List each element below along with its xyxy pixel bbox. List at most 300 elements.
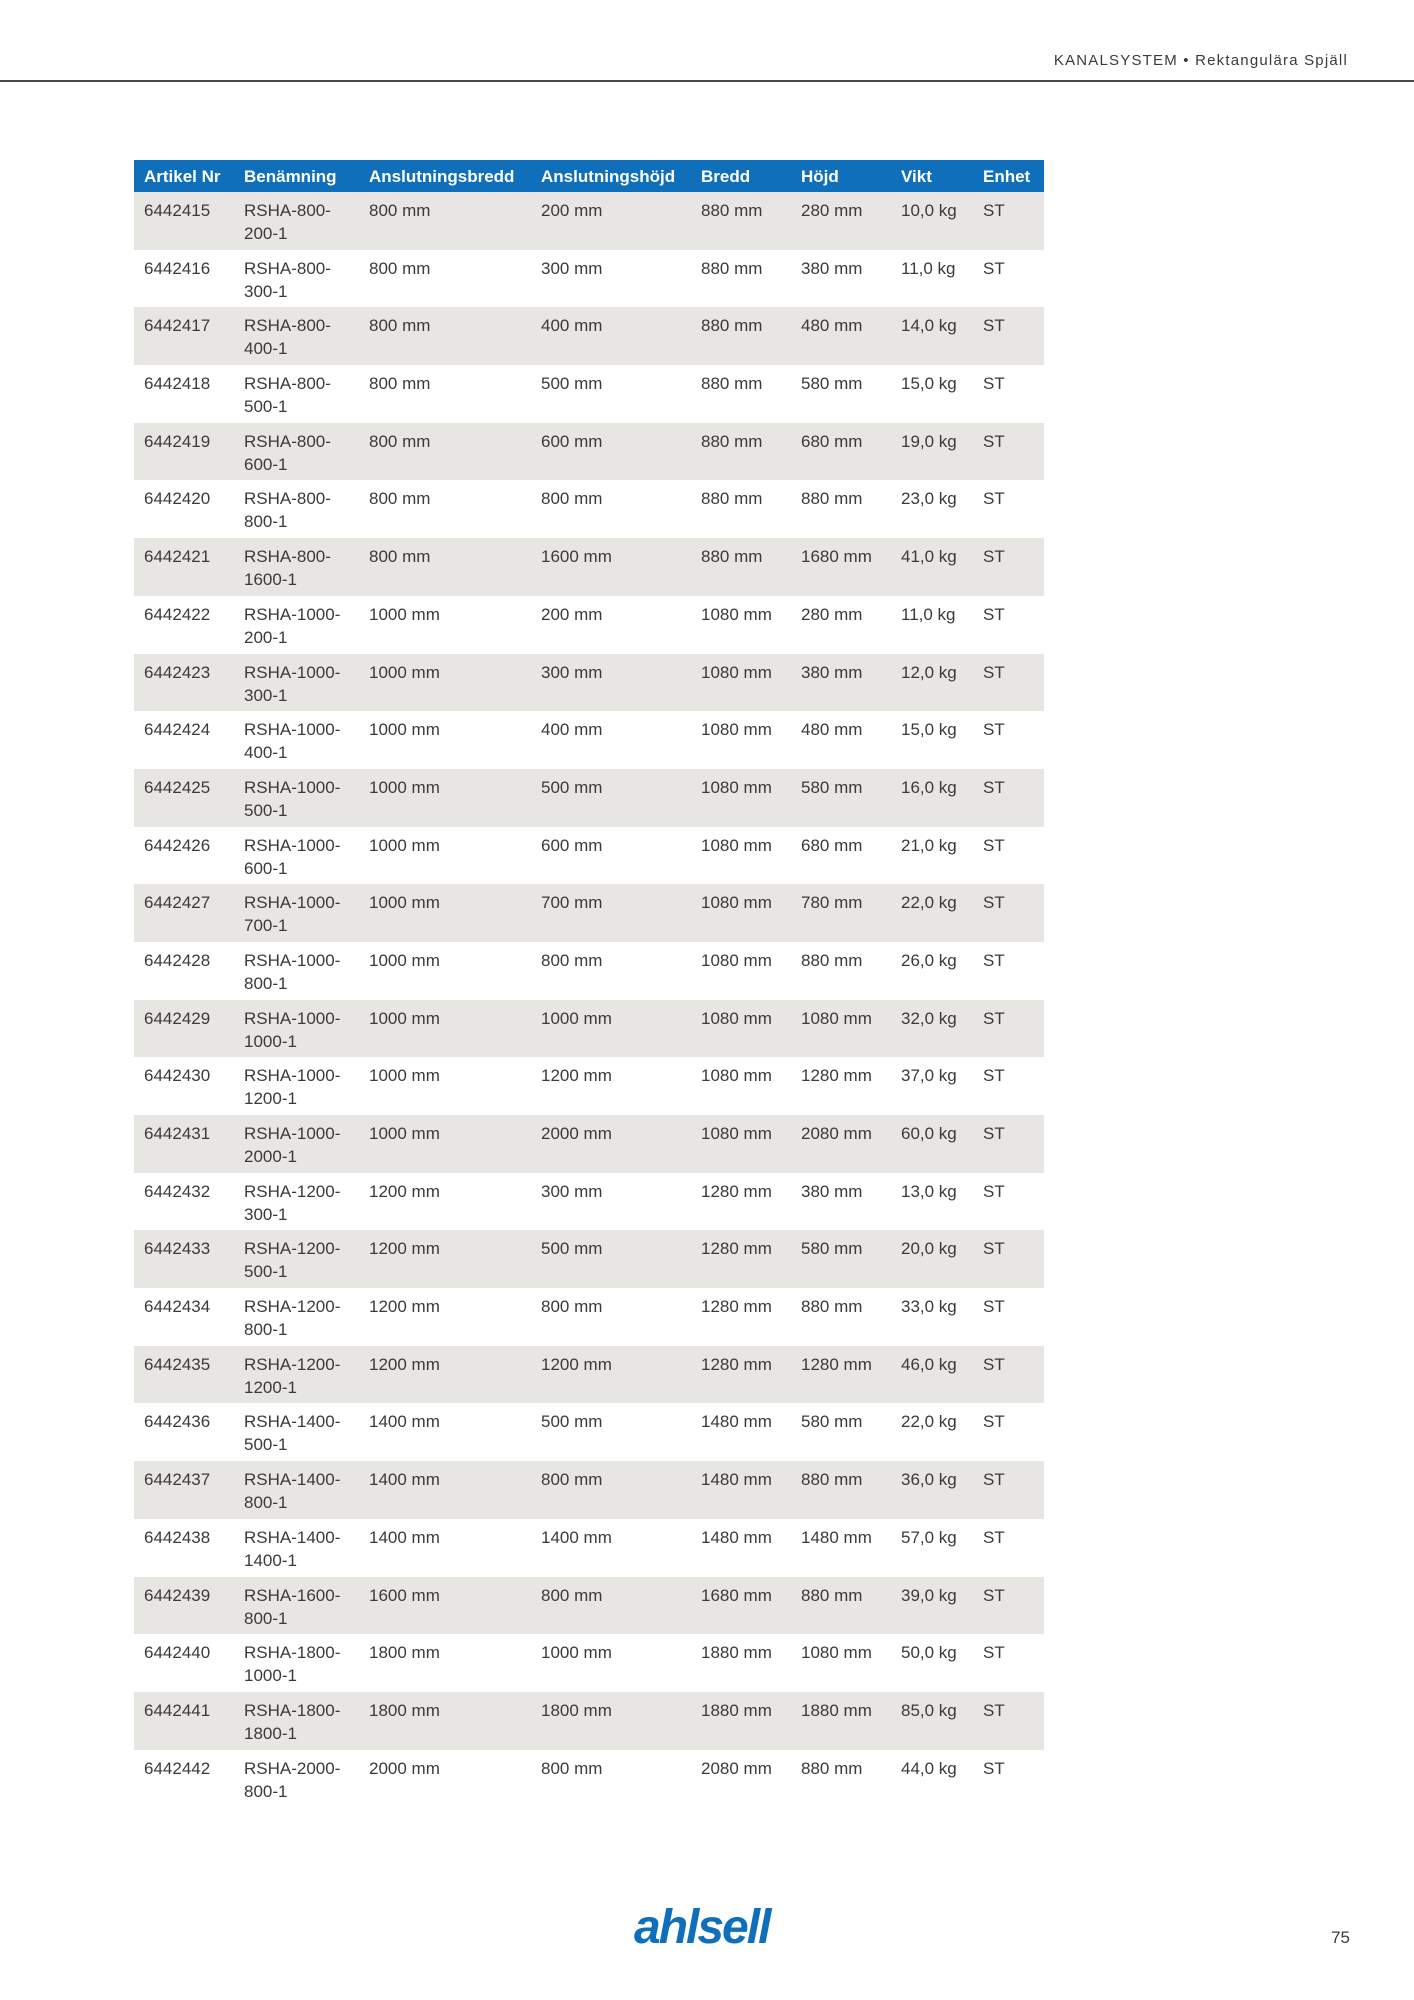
table-row	[134, 1750, 1044, 1808]
cell-enhet: ST	[983, 201, 1005, 220]
cell-enhet: ST	[983, 1239, 1005, 1259]
cell-hojd: 380 mm	[801, 258, 863, 278]
cell-enhet: ST	[983, 662, 1005, 682]
benamning-line-1: RSHA-800-	[244, 547, 331, 567]
benamning-line-1: RSHA-1400-	[244, 1470, 341, 1490]
cell-bredd: 1480 mm	[701, 1527, 772, 1547]
benamning-line-1: RSHA-800-	[244, 316, 331, 336]
benamning-line-1: RSHA-1800-	[244, 1643, 341, 1663]
cell-artikel-nr: 6442417	[144, 316, 211, 336]
benamning-line-2: 800-1	[244, 512, 288, 532]
cell-enhet: ST	[983, 835, 1005, 855]
cell-enhet: ST	[983, 1585, 1005, 1605]
cell-enhet: ST	[983, 1066, 1005, 1086]
benamning-line-1: RSHA-1400-	[244, 1527, 341, 1547]
benamning-line-2: 1000-1	[244, 1666, 297, 1686]
cell-anslutningshojd: 400 mm	[541, 720, 603, 740]
section-title: KANALSYSTEM • Rektangulära Spjäll	[1053, 52, 1348, 69]
cell-artikel-nr: 6442424	[144, 720, 211, 740]
benamning-line-1: RSHA-1000-	[244, 835, 341, 855]
cell-artikel-nr: 6442419	[144, 431, 211, 451]
cell-vikt: 41,0 kg	[901, 547, 957, 567]
cell-anslutningsbredd: 1000 mm	[369, 604, 440, 624]
benamning-line-1: RSHA-1000-	[244, 1124, 341, 1143]
cell-anslutningsbredd: 800 mm	[369, 547, 431, 567]
cell-artikel-nr: 6442420	[144, 489, 211, 509]
cell-anslutningshojd: 800 mm	[541, 1297, 603, 1317]
table-row	[134, 1403, 1044, 1461]
cell-anslutningshojd: 500 mm	[541, 374, 603, 394]
cell-anslutningshojd: 200 mm	[541, 201, 603, 220]
cell-anslutningshojd: 200 mm	[541, 604, 603, 624]
benamning-line-2: 200-1	[244, 224, 288, 243]
cell-artikel-nr: 6442430	[144, 1066, 211, 1086]
cell-enhet: ST	[983, 258, 1005, 278]
benamning-line-2: 600-1	[244, 858, 288, 878]
cell-benamning	[234, 1230, 359, 1288]
cell-bredd: 880 mm	[701, 201, 763, 220]
benamning-line-2: 800-1	[244, 1781, 288, 1801]
benamning-line-2: 1600-1	[244, 570, 297, 590]
benamning-line-2: 1200-1	[244, 1377, 297, 1397]
cell-vikt: 16,0 kg	[901, 777, 957, 797]
cell-artikel-nr: 6442440	[144, 1643, 211, 1663]
cell-benamning	[234, 1403, 359, 1461]
table-row	[134, 423, 1044, 481]
cell-artikel-nr: 6442418	[144, 374, 211, 394]
cell-bredd: 880 mm	[701, 258, 763, 278]
cell-anslutningsbredd: 1200 mm	[369, 1354, 440, 1374]
cell-vikt: 11,0 kg	[901, 604, 956, 624]
cell-artikel-nr: 6442435	[144, 1354, 211, 1374]
cell-bredd: 1080 mm	[701, 777, 772, 797]
benamning-line-1: RSHA-1000-	[244, 950, 341, 970]
cell-anslutningshojd: 800 mm	[541, 1585, 603, 1605]
cell-hojd: 1280 mm	[801, 1066, 872, 1086]
cell-artikel-nr: 6442415	[144, 201, 211, 220]
cell-hojd: 880 mm	[801, 1297, 863, 1317]
cell-bredd: 1080 mm	[701, 662, 772, 682]
cell-anslutningshojd: 1800 mm	[541, 1700, 612, 1720]
cell-bredd: 880 mm	[701, 547, 763, 567]
cell-enhet: ST	[983, 777, 1005, 797]
cell-vikt: 15,0 kg	[901, 720, 957, 740]
cell-anslutningsbredd: 1000 mm	[369, 950, 440, 970]
column-header-enhet: Enhet	[983, 167, 1031, 186]
cell-vikt: 46,0 kg	[901, 1354, 957, 1374]
benamning-line-1: RSHA-800-	[244, 201, 331, 220]
cell-vikt: 12,0 kg	[901, 662, 957, 682]
table-row	[134, 1115, 1044, 1173]
table-row	[134, 769, 1044, 827]
benamning-line-2: 1800-1	[244, 1723, 297, 1743]
table-row	[134, 1000, 1044, 1058]
cell-artikel-nr: 6442437	[144, 1470, 211, 1490]
cell-enhet: ST	[983, 893, 1005, 913]
benamning-line-1: RSHA-1200-	[244, 1354, 341, 1374]
cell-artikel-nr: 6442436	[144, 1412, 211, 1432]
cell-artikel-nr: 6442426	[144, 835, 211, 855]
cell-benamning	[234, 1519, 359, 1577]
cell-anslutningshojd: 1000 mm	[541, 1008, 612, 1028]
benamning-line-1: RSHA-1000-	[244, 1066, 341, 1086]
cell-benamning	[234, 596, 359, 654]
table-row	[134, 365, 1044, 423]
benamning-line-2: 200-1	[244, 627, 288, 647]
benamning-line-2: 600-1	[244, 454, 288, 474]
cell-bredd: 1280 mm	[701, 1181, 772, 1201]
table-row	[134, 1519, 1044, 1577]
cell-vikt: 10,0 kg	[901, 201, 957, 220]
cell-bredd: 1480 mm	[701, 1470, 772, 1490]
cell-anslutningsbredd: 1000 mm	[369, 1008, 440, 1028]
cell-hojd: 480 mm	[801, 720, 863, 740]
benamning-line-1: RSHA-1200-	[244, 1297, 341, 1317]
cell-anslutningsbredd: 1600 mm	[369, 1585, 440, 1605]
cell-hojd: 2080 mm	[801, 1124, 872, 1143]
column-header-anslutningshojd: Anslutningshöjd	[541, 167, 676, 186]
benamning-line-2: 500-1	[244, 1262, 288, 1282]
cell-bredd: 1280 mm	[701, 1239, 772, 1259]
column-header-hojd: Höjd	[801, 167, 839, 186]
table-row	[134, 480, 1044, 538]
cell-benamning	[234, 827, 359, 885]
benamning-line-1: RSHA-1200-	[244, 1181, 341, 1201]
cell-enhet: ST	[983, 1354, 1005, 1374]
cell-anslutningshojd: 600 mm	[541, 431, 603, 451]
cell-benamning	[234, 480, 359, 538]
cell-anslutningshojd: 1200 mm	[541, 1066, 612, 1086]
cell-vikt: 22,0 kg	[901, 1412, 957, 1432]
table-row	[134, 538, 1044, 596]
benamning-line-2: 700-1	[244, 916, 288, 936]
cell-vikt: 85,0 kg	[901, 1700, 957, 1720]
cell-anslutningsbredd: 800 mm	[369, 316, 431, 336]
table-row	[134, 1057, 1044, 1115]
cell-benamning	[234, 538, 359, 596]
cell-bredd: 880 mm	[701, 374, 763, 394]
cell-anslutningsbredd: 1000 mm	[369, 1124, 440, 1143]
page-number: 75	[1331, 1928, 1350, 1947]
table-row	[134, 1634, 1044, 1692]
cell-anslutningshojd: 1200 mm	[541, 1354, 612, 1374]
cell-artikel-nr: 6442427	[144, 893, 211, 913]
cell-enhet: ST	[983, 374, 1005, 394]
benamning-line-2: 400-1	[244, 743, 288, 763]
cell-bredd: 1280 mm	[701, 1297, 772, 1317]
cell-bredd: 1080 mm	[701, 950, 772, 970]
cell-benamning	[234, 250, 359, 308]
cell-vikt: 15,0 kg	[901, 374, 957, 394]
cell-hojd: 580 mm	[801, 374, 863, 394]
cell-anslutningshojd: 800 mm	[541, 489, 603, 509]
cell-vikt: 57,0 kg	[901, 1527, 957, 1547]
cell-enhet: ST	[983, 604, 1005, 624]
cell-anslutningsbredd: 800 mm	[369, 374, 431, 394]
cell-benamning	[234, 654, 359, 712]
cell-benamning	[234, 711, 359, 769]
cell-hojd: 680 mm	[801, 835, 863, 855]
cell-anslutningshojd: 400 mm	[541, 316, 603, 336]
cell-bredd: 1880 mm	[701, 1643, 772, 1663]
cell-anslutningshojd: 800 mm	[541, 1470, 603, 1490]
cell-vikt: 13,0 kg	[901, 1181, 957, 1201]
cell-vikt: 14,0 kg	[901, 316, 957, 336]
cell-hojd: 880 mm	[801, 1585, 863, 1605]
cell-anslutningshojd: 500 mm	[541, 1239, 603, 1259]
column-header-bredd: Bredd	[701, 167, 751, 186]
cell-benamning	[234, 1173, 359, 1231]
cell-enhet: ST	[983, 1527, 1005, 1547]
benamning-line-1: RSHA-800-	[244, 431, 331, 451]
cell-benamning	[234, 423, 359, 481]
cell-anslutningsbredd: 1000 mm	[369, 893, 440, 913]
cell-benamning	[234, 1115, 359, 1173]
cell-hojd: 880 mm	[801, 950, 863, 970]
table-row	[134, 711, 1044, 769]
column-header-anslutningsbredd: Anslutningsbredd	[369, 167, 515, 186]
benamning-line-1: RSHA-800-	[244, 258, 331, 278]
benamning-line-2: 2000-1	[244, 1147, 297, 1166]
cell-vikt: 23,0 kg	[901, 489, 957, 509]
cell-anslutningsbredd: 1800 mm	[369, 1643, 440, 1663]
cell-anslutningshojd: 300 mm	[541, 662, 603, 682]
cell-enhet: ST	[983, 1297, 1005, 1317]
cell-anslutningshojd: 800 mm	[541, 950, 603, 970]
table-row	[134, 1577, 1044, 1635]
table-row	[134, 1288, 1044, 1346]
column-header-vikt: Vikt	[901, 167, 932, 186]
cell-bredd: 1080 mm	[701, 1008, 772, 1028]
cell-enhet: ST	[983, 1470, 1005, 1490]
cell-benamning	[234, 1461, 359, 1519]
cell-bredd: 1480 mm	[701, 1412, 772, 1432]
cell-vikt: 21,0 kg	[901, 835, 957, 855]
cell-enhet: ST	[983, 1124, 1005, 1143]
cell-hojd: 880 mm	[801, 1470, 863, 1490]
cell-artikel-nr: 6442432	[144, 1181, 211, 1201]
cell-anslutningshojd: 300 mm	[541, 1181, 603, 1201]
cell-hojd: 1680 mm	[801, 547, 872, 567]
cell-bredd: 1280 mm	[701, 1354, 772, 1374]
benamning-line-2: 500-1	[244, 1435, 288, 1455]
cell-bredd: 1080 mm	[701, 835, 772, 855]
table-row	[134, 1173, 1044, 1231]
cell-vikt: 19,0 kg	[901, 431, 957, 451]
cell-benamning	[234, 365, 359, 423]
cell-enhet: ST	[983, 1181, 1005, 1201]
benamning-line-2: 800-1	[244, 1320, 288, 1340]
cell-anslutningsbredd: 800 mm	[369, 431, 431, 451]
cell-anslutningsbredd: 1000 mm	[369, 662, 440, 682]
benamning-line-2: 300-1	[244, 1204, 288, 1224]
benamning-line-2: 800-1	[244, 973, 288, 993]
cell-hojd: 1080 mm	[801, 1643, 872, 1663]
cell-hojd: 580 mm	[801, 1239, 863, 1259]
cell-benamning	[234, 1692, 359, 1750]
cell-benamning	[234, 307, 359, 365]
cell-vikt: 32,0 kg	[901, 1008, 957, 1028]
column-header-artikel-nr: Artikel Nr	[144, 167, 221, 186]
cell-hojd: 1080 mm	[801, 1008, 872, 1028]
cell-benamning	[234, 1000, 359, 1058]
cell-bredd: 2080 mm	[701, 1758, 772, 1778]
cell-vikt: 39,0 kg	[901, 1585, 957, 1605]
benamning-line-2: 800-1	[244, 1493, 288, 1513]
benamning-line-1: RSHA-1400-	[244, 1412, 341, 1432]
cell-artikel-nr: 6442433	[144, 1239, 211, 1259]
cell-anslutningsbredd: 800 mm	[369, 258, 431, 278]
cell-artikel-nr: 6442439	[144, 1585, 211, 1605]
cell-anslutningsbredd: 1400 mm	[369, 1470, 440, 1490]
cell-anslutningsbredd: 2000 mm	[369, 1758, 440, 1778]
benamning-line-2: 1200-1	[244, 1089, 297, 1109]
table-row	[134, 250, 1044, 308]
cell-anslutningsbredd: 800 mm	[369, 489, 431, 509]
benamning-line-1: RSHA-2000-	[244, 1758, 341, 1778]
ahlsell-logo: ahlsell	[634, 1901, 770, 1954]
cell-hojd: 580 mm	[801, 777, 863, 797]
cell-benamning	[234, 1346, 359, 1404]
cell-artikel-nr: 6442431	[144, 1124, 211, 1143]
cell-vikt: 44,0 kg	[901, 1758, 957, 1778]
cell-hojd: 480 mm	[801, 316, 863, 336]
cell-benamning	[234, 942, 359, 1000]
cell-benamning	[234, 1057, 359, 1115]
cell-vikt: 36,0 kg	[901, 1470, 957, 1490]
cell-vikt: 22,0 kg	[901, 893, 957, 913]
cell-vikt: 50,0 kg	[901, 1643, 957, 1663]
benamning-line-2: 300-1	[244, 685, 288, 705]
cell-benamning	[234, 769, 359, 827]
cell-artikel-nr: 6442441	[144, 1700, 211, 1720]
cell-artikel-nr: 6442429	[144, 1008, 211, 1028]
cell-hojd: 280 mm	[801, 201, 863, 220]
cell-bredd: 1080 mm	[701, 893, 772, 913]
cell-enhet: ST	[983, 1643, 1005, 1663]
table-row	[134, 884, 1044, 942]
cell-enhet: ST	[983, 1758, 1005, 1778]
cell-anslutningshojd: 1400 mm	[541, 1527, 612, 1547]
cell-hojd: 680 mm	[801, 431, 863, 451]
column-header-benamning: Benämning	[244, 167, 337, 186]
cell-hojd: 1880 mm	[801, 1700, 872, 1720]
cell-anslutningshojd: 500 mm	[541, 777, 603, 797]
cell-anslutningsbredd: 1200 mm	[369, 1181, 440, 1201]
cell-benamning	[234, 192, 359, 250]
cell-anslutningshojd: 2000 mm	[541, 1124, 612, 1143]
cell-vikt: 60,0 kg	[901, 1124, 957, 1143]
cell-enhet: ST	[983, 1700, 1005, 1720]
cell-benamning	[234, 1577, 359, 1635]
benamning-line-1: RSHA-1000-	[244, 893, 341, 913]
benamning-line-1: RSHA-1800-	[244, 1700, 341, 1720]
cell-anslutningsbredd: 1400 mm	[369, 1412, 440, 1432]
table-row	[134, 1230, 1044, 1288]
cell-benamning	[234, 884, 359, 942]
cell-anslutningshojd: 1000 mm	[541, 1643, 612, 1663]
cell-benamning	[234, 1288, 359, 1346]
cell-hojd: 1280 mm	[801, 1354, 872, 1374]
cell-vikt: 11,0 kg	[901, 258, 956, 278]
cell-artikel-nr: 6442434	[144, 1297, 211, 1317]
benamning-line-2: 1400-1	[244, 1550, 297, 1570]
cell-artikel-nr: 6442423	[144, 662, 211, 682]
cell-anslutningshojd: 1600 mm	[541, 547, 612, 567]
benamning-line-2: 1000-1	[244, 1031, 297, 1051]
benamning-line-1: RSHA-1000-	[244, 662, 341, 682]
cell-bredd: 1680 mm	[701, 1585, 772, 1605]
cell-vikt: 26,0 kg	[901, 950, 957, 970]
cell-enhet: ST	[983, 431, 1005, 451]
benamning-line-2: 800-1	[244, 1608, 288, 1628]
benamning-line-1: RSHA-1000-	[244, 1008, 341, 1028]
benamning-line-1: RSHA-800-	[244, 374, 331, 394]
benamning-line-1: RSHA-1000-	[244, 777, 341, 797]
benamning-line-1: RSHA-800-	[244, 489, 331, 509]
cell-vikt: 33,0 kg	[901, 1297, 957, 1317]
product-table-container	[134, 160, 1044, 1807]
table-row	[134, 596, 1044, 654]
page-header	[0, 0, 1414, 82]
benamning-line-1: RSHA-1000-	[244, 604, 341, 624]
table-row	[134, 827, 1044, 885]
cell-anslutningshojd: 800 mm	[541, 1758, 603, 1778]
table-row	[134, 1692, 1044, 1750]
table-row	[134, 942, 1044, 1000]
cell-enhet: ST	[983, 950, 1005, 970]
cell-hojd: 880 mm	[801, 1758, 863, 1778]
benamning-line-1: RSHA-1000-	[244, 720, 341, 740]
cell-artikel-nr: 6442422	[144, 604, 211, 624]
cell-anslutningsbredd: 1000 mm	[369, 720, 440, 740]
cell-anslutningshojd: 500 mm	[541, 1412, 603, 1432]
cell-anslutningsbredd: 1000 mm	[369, 835, 440, 855]
benamning-line-2: 300-1	[244, 281, 288, 301]
cell-anslutningshojd: 600 mm	[541, 835, 603, 855]
cell-bredd: 1080 mm	[701, 720, 772, 740]
cell-bredd: 880 mm	[701, 431, 763, 451]
cell-artikel-nr: 6442416	[144, 258, 211, 278]
benamning-line-1: RSHA-1600-	[244, 1585, 341, 1605]
cell-anslutningsbredd: 1000 mm	[369, 777, 440, 797]
cell-enhet: ST	[983, 1412, 1005, 1432]
cell-bredd: 880 mm	[701, 316, 763, 336]
cell-bredd: 1080 mm	[701, 1066, 772, 1086]
cell-hojd: 380 mm	[801, 662, 863, 682]
cell-artikel-nr: 6442438	[144, 1527, 211, 1547]
cell-bredd: 1880 mm	[701, 1700, 772, 1720]
cell-enhet: ST	[983, 316, 1005, 336]
cell-hojd: 380 mm	[801, 1181, 863, 1201]
cell-anslutningsbredd: 1000 mm	[369, 1066, 440, 1086]
cell-artikel-nr: 6442421	[144, 547, 211, 567]
cell-vikt: 37,0 kg	[901, 1066, 957, 1086]
cell-artikel-nr: 6442425	[144, 777, 211, 797]
cell-anslutningsbredd: 800 mm	[369, 201, 431, 220]
cell-vikt: 20,0 kg	[901, 1239, 957, 1259]
cell-enhet: ST	[983, 1008, 1005, 1028]
cell-anslutningsbredd: 1200 mm	[369, 1297, 440, 1317]
table-row	[134, 192, 1044, 250]
cell-hojd: 580 mm	[801, 1412, 863, 1432]
cell-hojd: 1480 mm	[801, 1527, 872, 1547]
cell-hojd: 780 mm	[801, 893, 863, 913]
cell-artikel-nr: 6442442	[144, 1758, 211, 1778]
benamning-line-2: 400-1	[244, 339, 288, 359]
product-table	[134, 160, 1044, 1807]
benamning-line-2: 500-1	[244, 800, 288, 820]
